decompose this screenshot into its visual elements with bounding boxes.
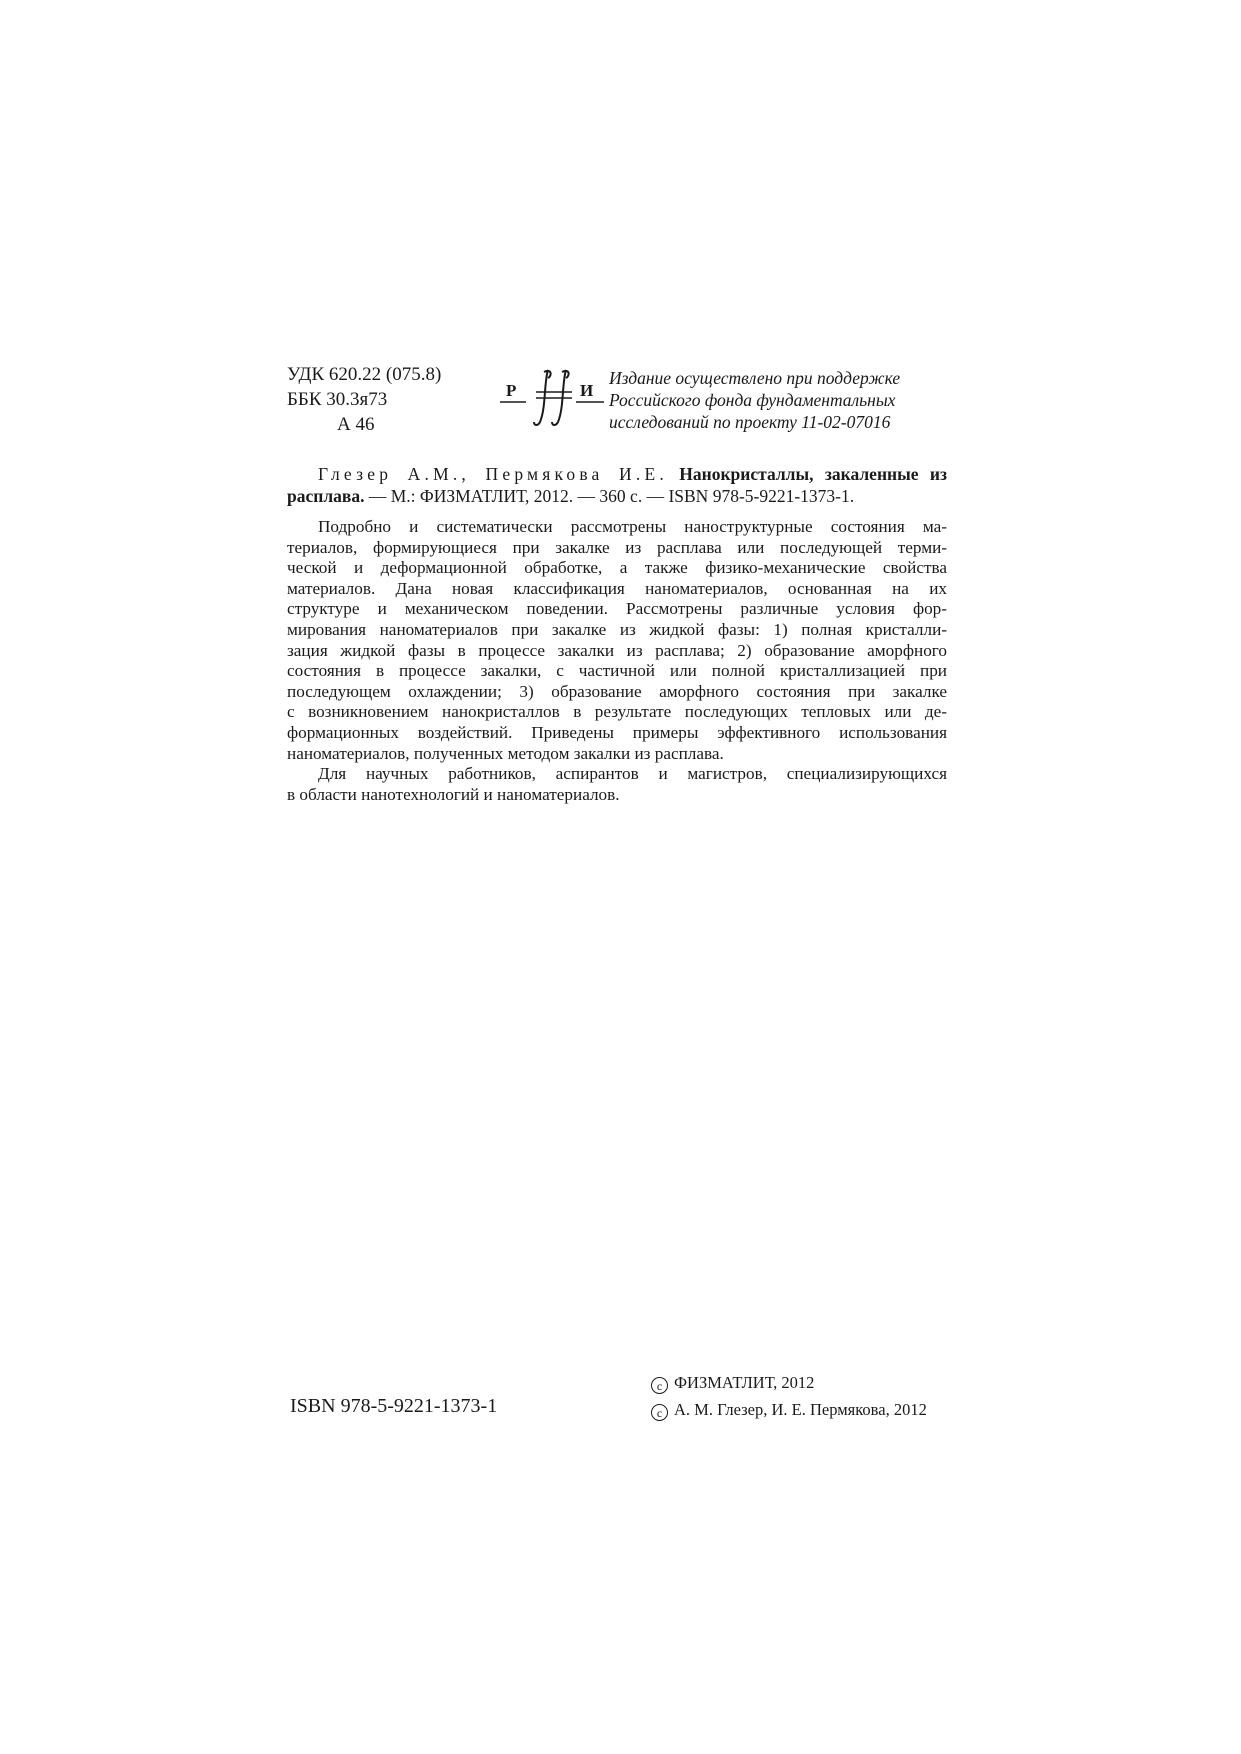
- copyright-authors: [651, 1396, 927, 1423]
- abstract: [287, 517, 947, 805]
- rffi-logo-icon: [500, 368, 605, 428]
- book-imprint: — М.: ФИЗМАТЛИТ, 2012. — 360 с. — ISBN 978-5-9221-1373-1.: [368, 486, 855, 506]
- abstract-line: мирования наноматериалов при закалке из жидкой фазы: 1) полная кристалли-: [287, 619, 947, 639]
- biblio-line-1: [287, 463, 947, 485]
- abstract-line: с возникновением нанокристаллов в результате последующих тепловых или де-: [287, 702, 947, 722]
- abstract-line: материалов. Дана новая классификация наноматериалов, основанная на их: [287, 578, 947, 598]
- copyright-block: [651, 1369, 927, 1423]
- copyright-publisher-text: ФИЗМАТЛИТ, 2012: [674, 1373, 815, 1392]
- abstract-line: структуре и механическом поведении. Рассмотрены различные условия фор-: [287, 599, 947, 619]
- audience-line: Для научных работников, аспирантов и магистров, специализирующихся: [318, 764, 947, 784]
- bbk-code: ББК 30.3я73: [287, 389, 388, 410]
- author-sign-code: А 46: [337, 414, 375, 435]
- funding-note-line: исследований по проекту 11-02-07016: [609, 412, 891, 432]
- bibliographic-record: [287, 463, 947, 507]
- funding-note: [609, 367, 900, 433]
- funding-note-line: Российского фонда фундаментальных: [609, 390, 896, 410]
- funding-note-line: Издание осуществлено при поддержке: [609, 368, 901, 388]
- abstract-line: ческой и деформационной обработке, а также физико-механические свойства: [287, 558, 947, 578]
- abstract-line: состояния в процессе закалки, с частичной или полной кристаллизацией при: [287, 661, 947, 681]
- book-title-continued: расплава.: [287, 486, 365, 506]
- abstract-line: последующем охлаждении; 3) образование аморфного состояния при закалке: [287, 681, 947, 701]
- abstract-line: Подробно и систематически рассмотрены наноструктурные состояния ма-: [318, 517, 947, 536]
- udk-code: УДК 620.22 (075.8): [287, 364, 442, 385]
- book-title: Нанокристаллы, закаленные из: [679, 464, 947, 484]
- copyright-icon: c: [651, 1404, 668, 1421]
- copyright-publisher: [651, 1369, 927, 1396]
- isbn-number: ISBN 978-5-9221-1373-1: [290, 1395, 498, 1417]
- book-authors: Глезер А.М., Пермякова И.Е.: [318, 464, 668, 484]
- abstract-line: формационных воздействий. Приведены примеры эффективного использования: [287, 722, 947, 742]
- biblio-line-2: [287, 485, 947, 507]
- copyright-authors-text: А. М. Глезер, И. Е. Пермякова, 2012: [674, 1400, 927, 1419]
- logo-letter-i: И: [580, 381, 594, 400]
- abstract-line: наноматериалов, полученных методом закалки из расплава.: [287, 743, 724, 763]
- logo-letter-r: Р: [506, 381, 517, 400]
- abstract-line: зация жидкой фазы в процессе закалки из расплава; 2) образование аморфного: [287, 640, 947, 660]
- abstract-line: териалов, формирующиеся при закалке из расплава или последующей терми-: [287, 537, 947, 557]
- classification-codes: [287, 362, 441, 437]
- audience-line: в области нанотехнологий и наноматериалов.: [287, 784, 620, 804]
- copyright-icon: c: [651, 1377, 668, 1394]
